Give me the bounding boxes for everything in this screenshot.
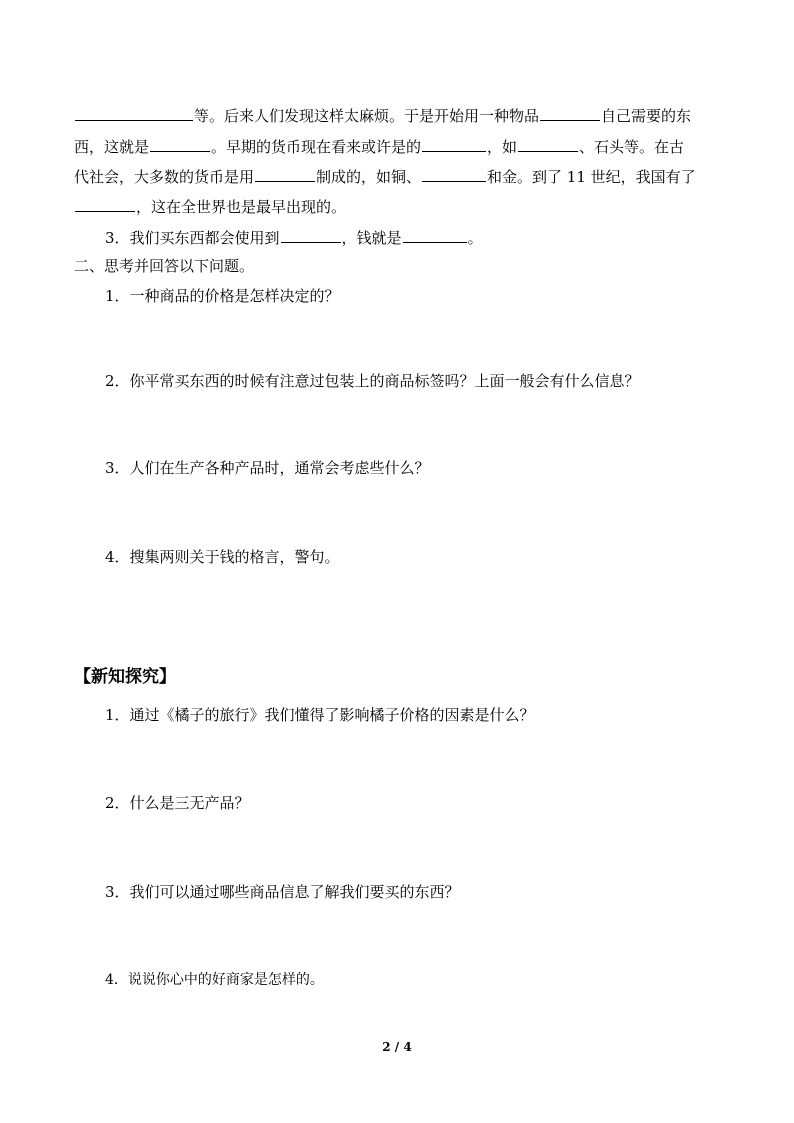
question-text: 2．你平常买东西的时候有注意过包装上的商品标签吗？上面一般会有什么信息？ [105,372,640,390]
text-segment: 。 [467,229,483,247]
paragraph-line-1 [74,104,691,126]
text-segment: 制成的，如铜、 [316,168,422,186]
question-item-3 [105,226,483,248]
paragraph-line-2 [74,135,684,157]
question-text: 4．搜集两则关于钱的格言，警句。 [105,548,340,566]
text-segment: 西，这就是 [74,138,150,156]
question-text: 4．说说你心中的好商家是怎样的。 [105,972,324,988]
fill-blank[interactable] [255,165,315,182]
page-number: 2 / 4 [382,1040,412,1054]
text-segment: ，如 [487,138,518,156]
text-segment: 和金。到了 11 世纪，我国有了 [487,168,696,186]
question-text: 1．一种商品的价格是怎样决定的？ [105,287,340,305]
fill-blank[interactable] [422,135,486,152]
fill-blank[interactable] [150,135,210,152]
text-segment: 自己需要的东 [601,107,692,125]
paragraph-line-3 [74,165,696,187]
section-title: 二、思考并回答以下问题。 [74,257,255,275]
fill-blank[interactable] [403,226,467,243]
question-text: 3．人们在生产各种产品时，通常会考虑些什么？ [105,459,430,477]
text-segment: ，钱就是 [341,229,402,247]
question-text: 1．通过《橘子的旅行》我们懂得了影响橘子价格的因素是什么？ [105,706,535,724]
paragraph-line-4 [74,195,346,217]
fill-blank[interactable] [540,104,600,121]
fill-blank[interactable] [422,165,486,182]
text-segment: 等。后来人们发现这样太麻烦。于是开始用一种物品 [194,107,540,125]
text-segment: ，这在全世界也是最早出现的。 [136,198,347,216]
text-segment: 、石头等。在古 [579,138,685,156]
fill-blank[interactable] [75,195,135,212]
fill-blank[interactable] [75,104,193,121]
text-segment: 代社会，大多数的货币是用 [74,168,255,186]
text-segment: 。早期的货币现在看来或许是的 [211,138,422,156]
fill-blank[interactable] [518,135,578,152]
section-heading: 【新知探究】 [74,667,176,687]
question-text: 3．我们可以通过哪些商品信息了解我们要买的东西？ [105,883,460,901]
question-text: 2．什么是三无产品？ [105,794,250,812]
text-segment: 3．我们买东西都会使用到 [105,229,280,247]
fill-blank[interactable] [281,226,341,243]
